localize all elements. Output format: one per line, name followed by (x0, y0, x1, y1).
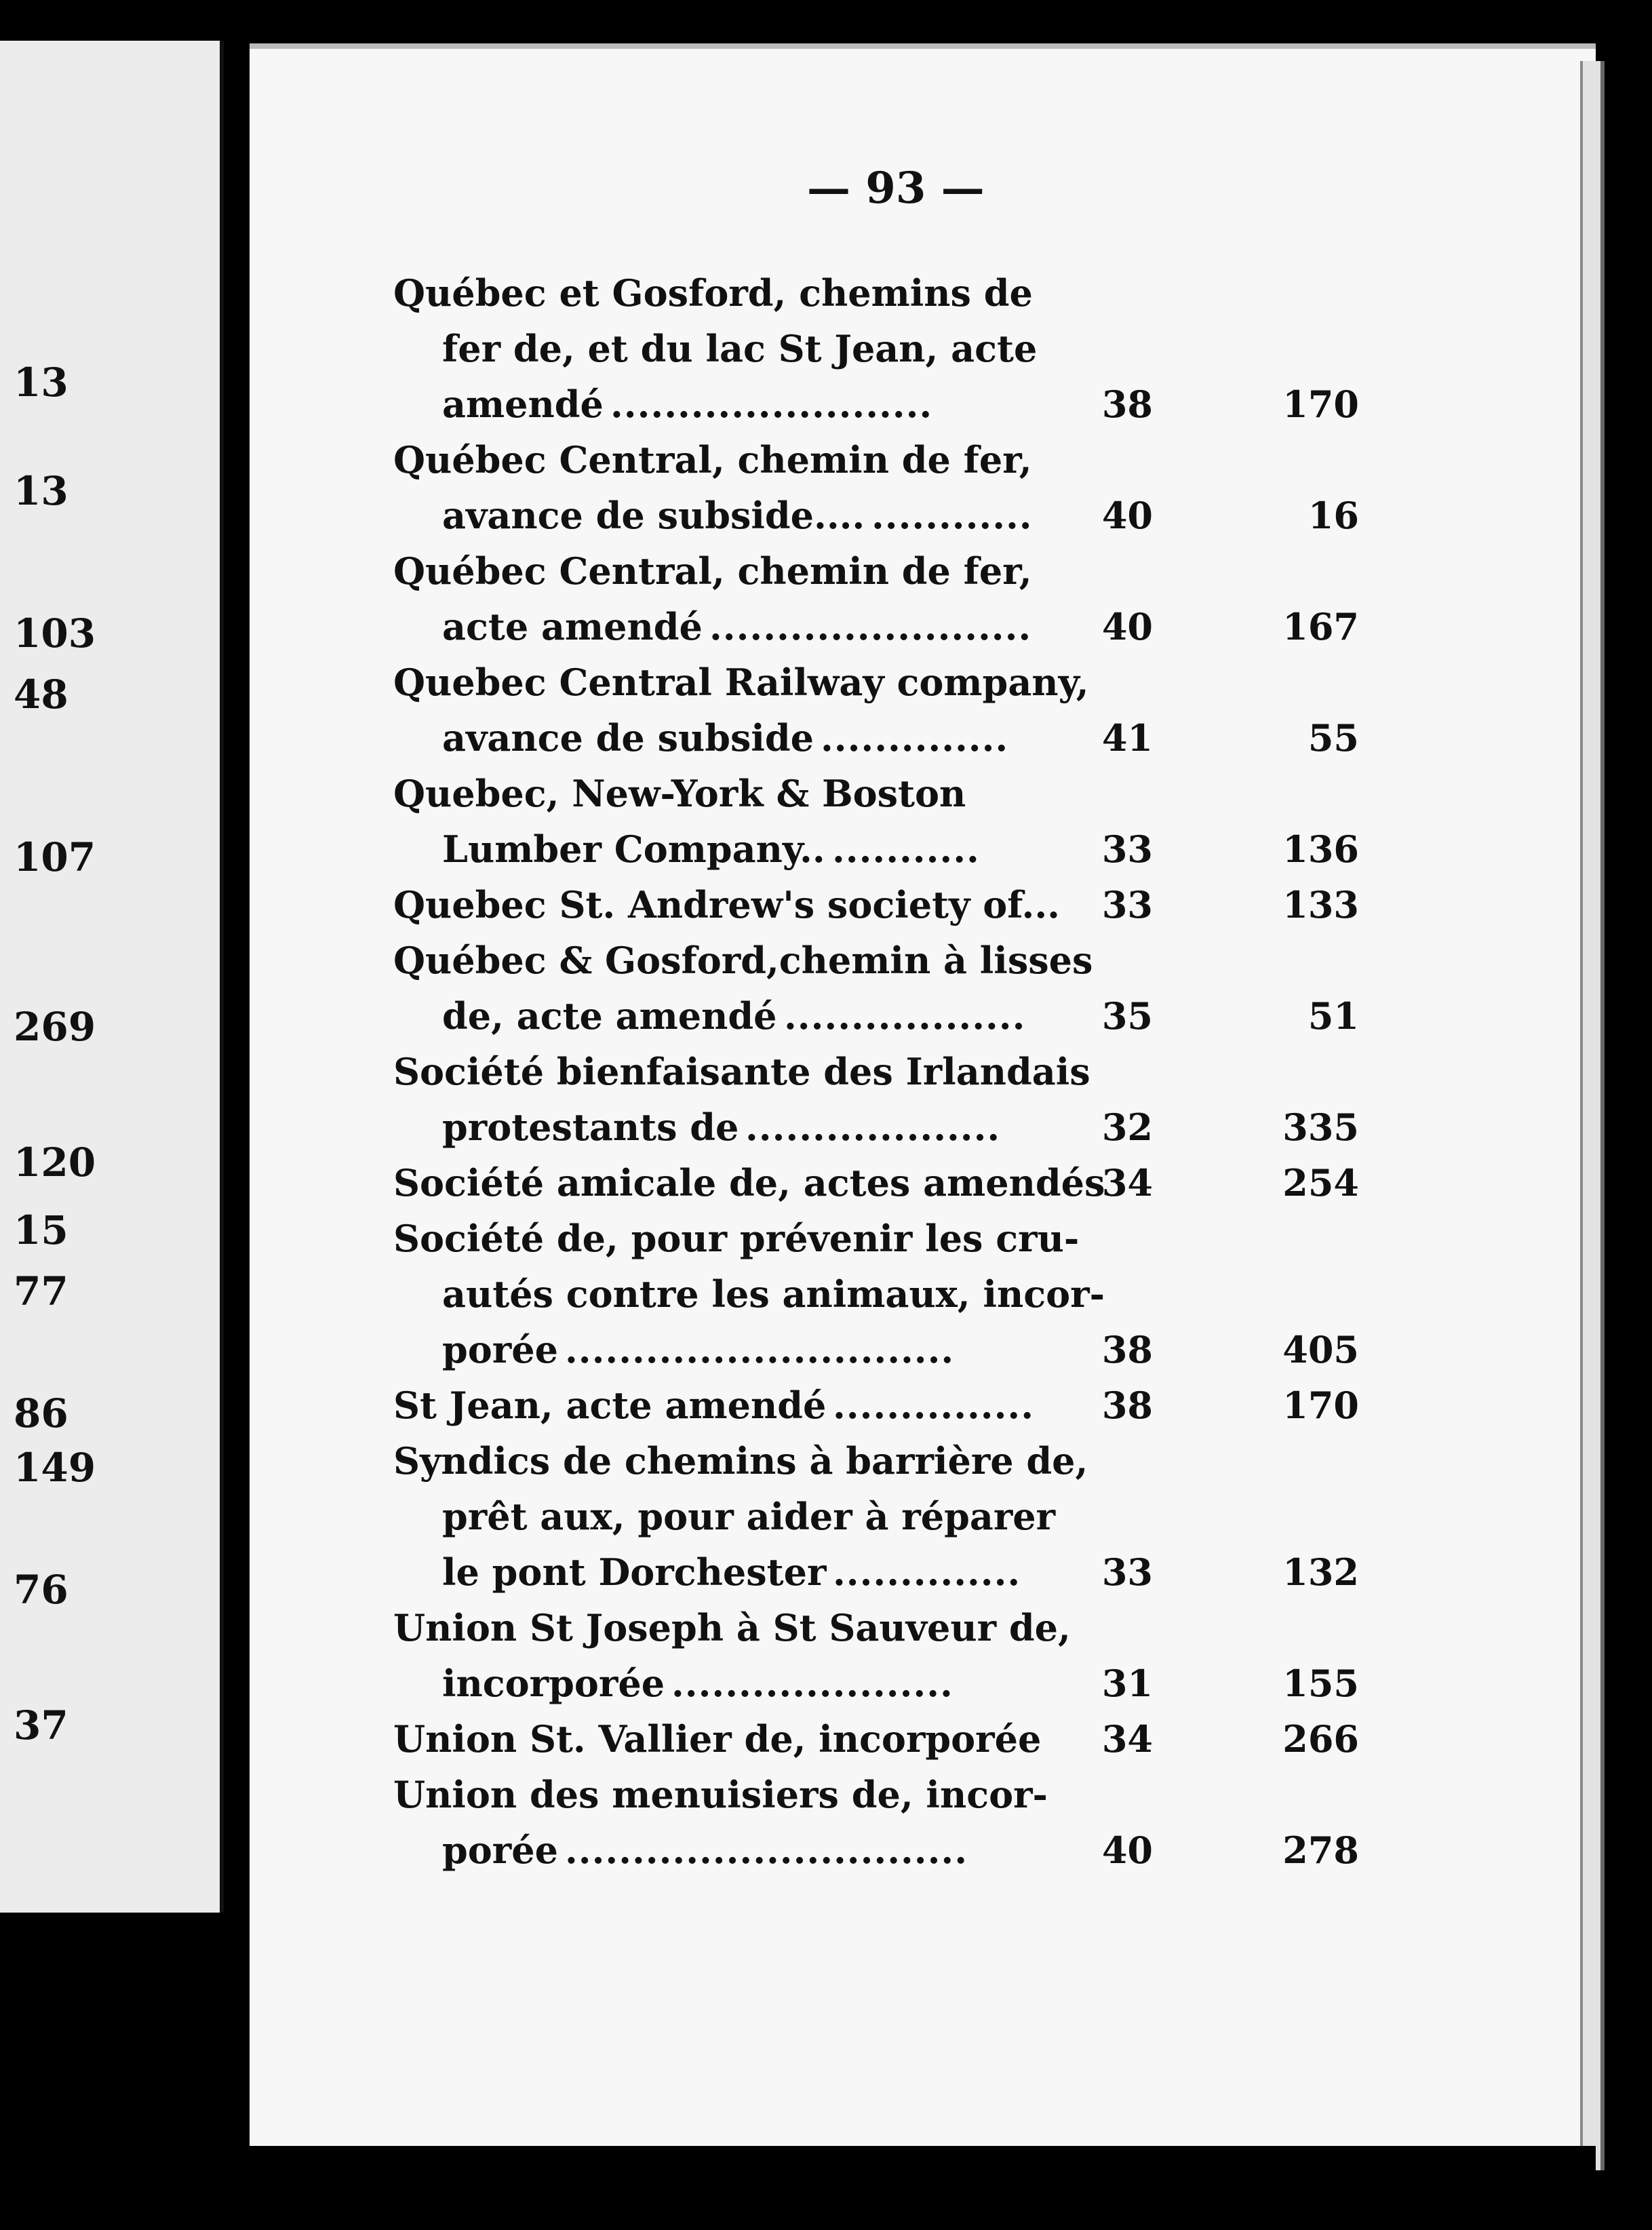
page-ref-col2: 136 (1282, 827, 1359, 871)
page-ref-col2: 155 (1282, 1662, 1359, 1705)
page-ref-col1: 40 (1101, 605, 1153, 648)
page-ref-col2: 16 (1307, 494, 1359, 537)
page-ref-col2: 266 (1282, 1717, 1359, 1761)
entry-text: fer de, et du lac St Jean, acte (442, 327, 1038, 370)
entry-text: protestants de (442, 1106, 739, 1149)
page-ref-col1: 33 (1101, 1550, 1153, 1594)
page-ref-col2: 132 (1282, 1550, 1359, 1594)
dot-leader: ........... (832, 827, 980, 871)
entry-text: de, acte amendé (442, 994, 777, 1038)
entry-text: Québec Central, chemin de fer, (393, 549, 1032, 593)
page-ref-col2: 55 (1307, 716, 1359, 760)
left-page-number: 76 (14, 1567, 68, 1613)
dot-leader: .............. (821, 716, 1009, 760)
entry-text: Union des menuisiers de, incor- (393, 1773, 1048, 1816)
page-ref-col1: 41 (1101, 716, 1153, 760)
left-page-number: 37 (14, 1702, 68, 1748)
entry-text: acte amendé (442, 605, 703, 648)
page-ref-col1: 31 (1101, 1662, 1153, 1705)
entry-text: Lumber Company.. (442, 827, 825, 871)
dot-leader: ............... (833, 1384, 1034, 1427)
page-ref-col2: 51 (1307, 994, 1359, 1038)
page-ref-col1: 38 (1101, 1328, 1153, 1371)
page-ref-col2: 335 (1282, 1106, 1359, 1149)
entry-text: Quebec St. Andrew's society of... (393, 883, 1060, 926)
dot-leader: ........................ (610, 383, 933, 426)
entry-text: autés contre les animaux, incor- (442, 1272, 1105, 1316)
left-page-number: 48 (14, 671, 68, 718)
entry-text: Quebec Central Railway company, (393, 661, 1089, 704)
page-ref-col1: 33 (1101, 883, 1153, 926)
page-ref-col1: 33 (1101, 827, 1153, 871)
entry-text: porée (442, 1828, 558, 1872)
entry-text: Québec et Gosford, chemins de (393, 271, 1033, 315)
entry-text: incorporée (442, 1662, 665, 1705)
entry-text: Société de, pour prévenir les cru- (393, 1217, 1080, 1260)
dot-leader: ................... (745, 1106, 1001, 1149)
dot-leader: .................. (784, 994, 1026, 1038)
entry-text: Société bienfaisante des Irlandais (393, 1050, 1090, 1093)
page-edge (1580, 61, 1605, 2170)
entry-text: Union St. Vallier de, incorporée (393, 1717, 1042, 1761)
dot-leader: ............ (871, 494, 1033, 537)
entry-text: avance de subside.... (442, 494, 865, 537)
page-ref-col2: 170 (1282, 1384, 1359, 1427)
page-ref-col1: 32 (1101, 1106, 1153, 1149)
left-page-number: 120 (14, 1139, 96, 1186)
left-page-number: 269 (14, 1004, 96, 1050)
left-page-number: 13 (14, 468, 68, 514)
page-ref-col1: 38 (1101, 383, 1153, 426)
page-ref-col2: 133 (1282, 883, 1359, 926)
entry-text: Québec & Gosford,chemin à lisses (393, 939, 1093, 982)
bottom-background (250, 2146, 1596, 2230)
left-page-number: 13 (14, 359, 68, 406)
left-page-number: 15 (14, 1207, 68, 1253)
entry-text: Syndics de chemins à barrière de, (393, 1439, 1088, 1483)
page-ref-col1: 34 (1101, 1161, 1153, 1205)
left-page-number: 107 (14, 834, 96, 880)
dot-leader: .............. (833, 1550, 1021, 1594)
left-page-number: 149 (14, 1445, 96, 1491)
entry-text: prêt aux, pour aider à réparer (442, 1495, 1056, 1538)
page-ref-col2: 167 (1282, 605, 1359, 648)
entry-text: St Jean, acte amendé (393, 1384, 827, 1427)
page-ref-col1: 35 (1101, 994, 1153, 1038)
left-page-number: 77 (14, 1268, 68, 1314)
entry-text: porée (442, 1328, 558, 1371)
left-page-fragment (0, 41, 224, 1913)
page-ref-col2: 405 (1282, 1328, 1359, 1371)
entry-text: avance de subside (442, 716, 814, 760)
dot-leader: ............................. (565, 1328, 955, 1371)
dot-leader: .............................. (565, 1828, 968, 1872)
page-number: — 93 — (807, 163, 985, 214)
entry-text: Union St Joseph à St Sauveur de, (393, 1606, 1071, 1649)
left-page-number: 103 (14, 610, 96, 657)
entry-text: le pont Dorchester (442, 1550, 827, 1594)
page-ref-col1: 40 (1101, 494, 1153, 537)
page-ref-col2: 170 (1282, 383, 1359, 426)
page-ref-col2: 278 (1282, 1828, 1359, 1872)
entry-text: Société amicale de, actes amendés (393, 1161, 1105, 1205)
page-ref-col1: 34 (1101, 1717, 1153, 1761)
dot-leader: ........................ (709, 605, 1032, 648)
page-ref-col2: 254 (1282, 1161, 1359, 1205)
page-ref-col1: 38 (1101, 1384, 1153, 1427)
dot-leader: ..................... (671, 1662, 953, 1705)
entry-text: Québec Central, chemin de fer, (393, 438, 1032, 482)
entry-text: amendé (442, 383, 604, 426)
entry-text: Quebec, New-York & Boston (393, 772, 966, 815)
page-ref-col1: 40 (1101, 1828, 1153, 1872)
left-page-number: 86 (14, 1390, 68, 1436)
